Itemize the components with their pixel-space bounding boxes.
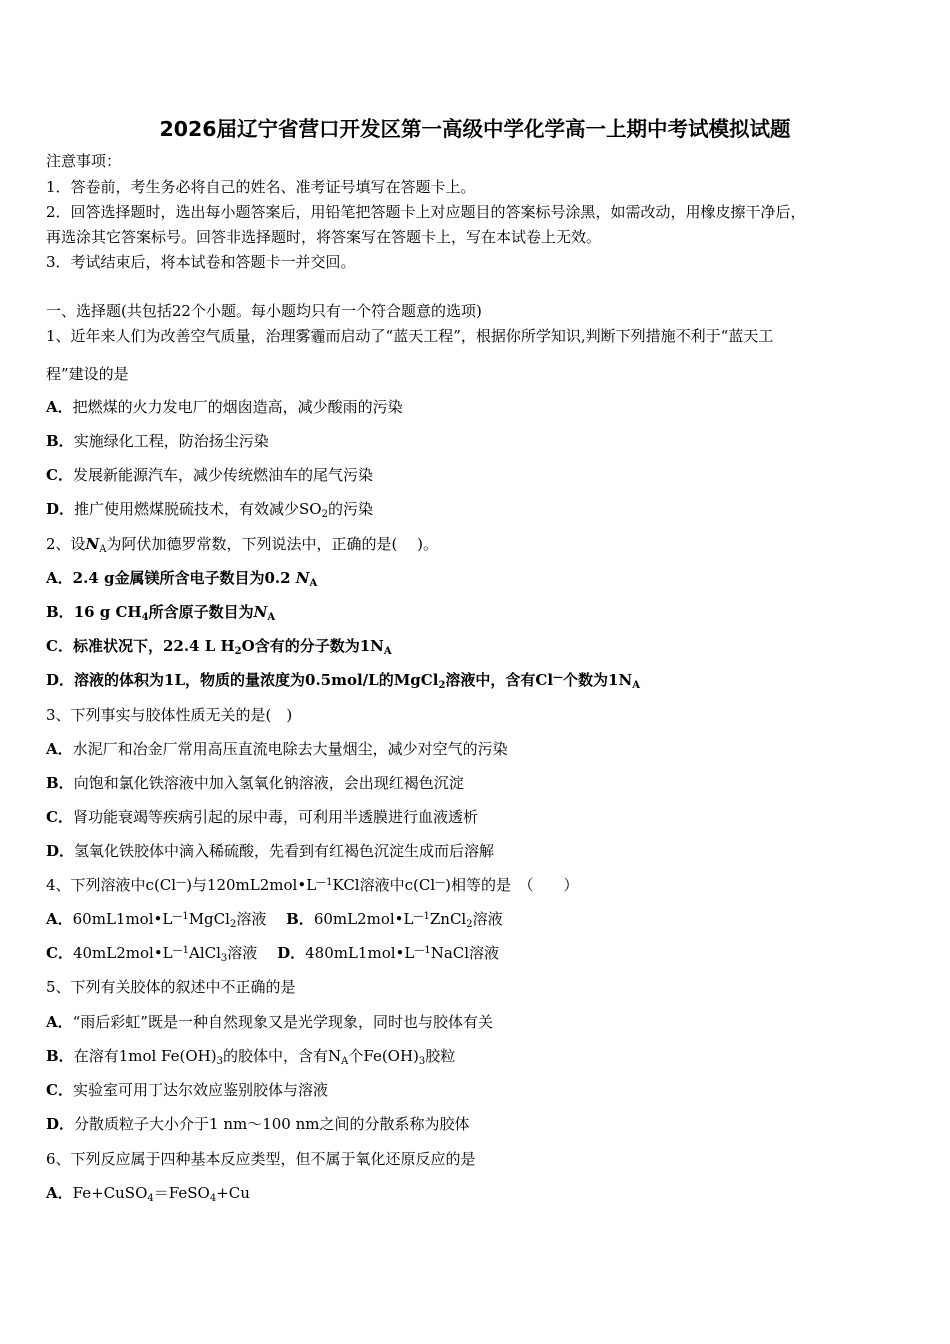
question-4-stem: 4、下列溶液中c(Cl—)与$120mL2mol•L^{—1}KCl$溶液中c(Cl—)相等的是 （ ） bbox=[46, 876, 579, 894]
question-2-option-a: A．2.4 g金属镁所含电子数目为0.2 $N_A$ bbox=[46, 569, 318, 589]
question-1-option-c: C．发展新能源汽车，减少传统燃油车的尾气污染 bbox=[46, 466, 373, 484]
notice-item-1: 1．答卷前，考生务必将自己的姓名、准考证号填写在答题卡上。 bbox=[46, 178, 476, 196]
question-1-option-b: B．实施绿化工程，防治扬尘污染 bbox=[46, 432, 269, 450]
question-6-option-a: A．Fe+CuSO$_4$＝FeSO$_4$+Cu bbox=[46, 1184, 250, 1204]
notice-item-2: 2．回答选择题时，选出每小题答案后，用铅笔把答题卡上对应题目的答案标号涂黑，如需改动，用橡皮擦干净后， bbox=[46, 203, 806, 221]
question-5-option-c: C．实验室可用丁达尔效应鉴别胶体与溶液 bbox=[46, 1081, 328, 1099]
question-2-option-d: D．溶液的体积为1L，物质的量浓度为0.5mol/L的MgCl$_2$溶液中，含有Cl—个数为$1N_A$ bbox=[46, 671, 640, 691]
question-1-stem-cont: 程”建设的是 bbox=[46, 365, 129, 383]
question-6-stem: 6、下列反应属于四种基本反应类型，但不属于氧化还原反应的是 bbox=[46, 1150, 476, 1168]
page-title: 2026届辽宁省营口开发区第一高级中学化学高一上期中考试模拟试题 bbox=[159, 117, 791, 141]
notice-item-2-cont: 再选涂其它答案标号。回答非选择题时，将答案写在答题卡上，写在本试卷上无效。 bbox=[46, 228, 602, 246]
question-2-option-c: C．标准状况下，22.4 L $H_2O$含有的分子数为$1N_A$ bbox=[46, 637, 392, 657]
question-1-stem: 1、近年来人们为改善空气质量，治理雾霾而启动了“蓝天工程”，根据你所学知识,判断下列措施不利于“蓝天工 bbox=[46, 327, 774, 345]
question-3-option-c: C．肾功能衰竭等疾病引起的尿中毒，可利用半透膜进行血液透析 bbox=[46, 808, 478, 826]
question-3-option-a: A．水泥厂和冶金厂常用高压直流电除去大量烟尘，减少对空气的污染 bbox=[46, 740, 508, 758]
question-1-option-d: D．推广使用燃煤脱硫技术，有效减少$SO_2$的污染 bbox=[46, 500, 373, 520]
question-5-option-a: A．“雨后彩虹”既是一种自然现象又是光学现象，同时也与胶体有关 bbox=[46, 1013, 493, 1031]
question-4-options-ab: A．$60mL1mol•L^{—1}MgCl_2$溶液 B．$60mL2mol•L^{—1}ZnCl_2$溶液 bbox=[46, 910, 503, 930]
question-3-option-b: B．向饱和氯化铁溶液中加入氢氧化钠溶液，会出现红褐色沉淀 bbox=[46, 774, 464, 792]
question-5-option-d: D．分散质粒子大小介于1 nm～100 nm之间的分散系称为胶体 bbox=[46, 1115, 470, 1133]
question-3-option-d: D．氢氧化铁胶体中滴入稀硫酸，先看到有红褐色沉淀生成而后溶解 bbox=[46, 842, 495, 860]
question-2-option-b: B．16 g $CH_4$所含原子数目为$N_A$ bbox=[46, 603, 276, 623]
question-2-stem: 2、设$N_A$为阿伏加德罗常数，下列说法中，正确的是( )。 bbox=[46, 535, 438, 555]
notice-item-3: 3．考试结束后，将本试卷和答题卡一并交回。 bbox=[46, 253, 356, 271]
section-heading: 一、选择题(共包括22个小题。每小题均只有一个符合题意的选项) bbox=[46, 302, 482, 320]
question-4-options-cd: C．$40mL2mol•L^{—1}AlCl_3$溶液 D．$480mL1mol•L^{—1}NaCl$溶液 bbox=[46, 944, 500, 964]
question-5-option-b: B．在溶有1mol $Fe(OH)_3$的胶体中，含有$N_A$个$Fe(OH)_3$胶粒 bbox=[46, 1047, 456, 1067]
question-5-stem: 5、下列有关胶体的叙述中不正确的是 bbox=[46, 978, 296, 996]
notice-heading: 注意事项： bbox=[46, 152, 122, 170]
question-3-stem: 3、下列事实与胶体性质无关的是( ) bbox=[46, 706, 293, 724]
question-1-option-a: A．把燃煤的火力发电厂的烟囱造高，减少酸雨的污染 bbox=[46, 398, 403, 416]
